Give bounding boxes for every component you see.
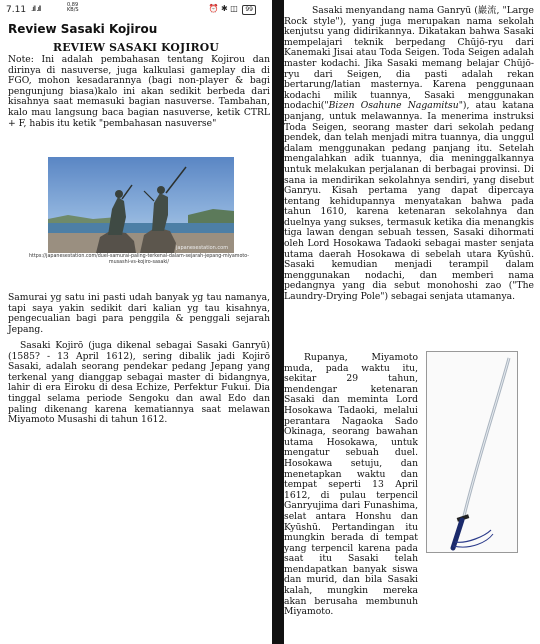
- review-heading: REVIEW SASAKI KOJIROU: [53, 41, 219, 54]
- status-bar: [0, 0, 272, 20]
- intro-note: Note: Ini adalah pembahasan tentang Kojirou dan dirinya di nasuverse, juga kalkulasi gameplay dia di FGO, mohon kesadarannya (bagi non-player & bagi pengunjung biasa)kalo ini akan sedikit berbeda dari kisahnya saat memasuki bagian nasuverse. Tambahan, kalo mau langsung baca bagian nasuverse, ketik CTRL + F, habis itu ketik "pembahasan nasuverse": [8, 54, 270, 129]
- status-time: 7.11: [6, 5, 27, 15]
- signal-icon: .ıll .ıll: [31, 5, 41, 13]
- paragraph-duel-setup: Rupanya, Miyamoto muda, pada waktu itu, sekitar 29 tahun, mendengar ketenaran Sasaki dan meminta Lord Hosokawa Tadaoki, melalui perantara Nagaoka Sado Okinaga, seorang bawahan utama Hosokawa, untuk mengatur sebuah duel. Hosokawa setuju, dan menetapkan waktu dan tempat seperti 13 April 1612, di pulau terpencil Ganryujima dari Funashima, selat antara Honshu dan Kyūshū. Pertandingan itu mungkin berada di tempat yang terpencil karena pada saat itu Sasaki telah mendapatkan banyak siswa dan murid, dan bila Sasaki kalah, mungkin mereka akan berusaha membunuh Miyamoto.: [284, 352, 418, 618]
- system-icons: [209, 4, 257, 15]
- paragraph-ganryu: [284, 6, 534, 303]
- musashi-kojiro-statue-image: [48, 157, 234, 253]
- network-speed-value: 0,89: [67, 2, 79, 8]
- sword-image-frame: [426, 351, 518, 553]
- photo-caption: https://japanesestation.com/duel-samurai-paling-terkenal-dalam-sejarah-jepang-miyamoto-musashi-vs-kojiro-sasaki/: [28, 254, 250, 265]
- page-divider: [272, 0, 284, 644]
- alarm-bluetooth-vibrate-icons: ⏰ ✱ ◫: [208, 4, 238, 13]
- sword-name: Bizen Osahune Nagamitsu: [328, 100, 459, 112]
- statue-photo: [48, 157, 234, 253]
- nodachi-sword-icon: [427, 352, 517, 552]
- photo-watermark: japanesestation.com: [176, 245, 229, 251]
- network-speed: [67, 3, 79, 13]
- paragraph-biography: Sasaki Kojirō (juga dikenal sebagai Sasaki Ganryū) (1585? - 13 April 1612), sering dibalik jadi Kojirō Sasaki, adalah seorang pendekar pedang Jepang yang terkenal yang dianggap sebagai master di bidangnya, lahir di era Eiroku di desa Echize, Perfektur Fukui. Dia tinggal selama periode Sengoku dan awal Edo dan paling dikenang karena kematiannya saat melawan Miyamoto Musashi di tahun 1612.: [8, 340, 270, 426]
- paragraph-ganryu-part-b: "), atau katana panjang, untuk melawannya. Ia menerima instruksi Toda Seigen, seorang master dari sekolah pedang pendek, dan telah menjadi mitra tuannya, dia unggul dalam menggunakan pedang panjang itu. Setelah mengalahkan adik tuannya, dia meninggalkannya untuk melakukan perjalanan di berbagai provinsi. Di sana ia mendirikan sekolahnya sendiri, yang disebut Ganryu. Kisah pertama yang dapat dipercaya tentang kehidupannya menyatakan bahwa pada tahun 1610, karena ketenaran sekolahnya dan duelnya yang sukses, termasuk ketika dia menangkis tiga lawan dengan sebuah tessen, Sasaki dihormati oleh Lord Hosokawa Tadaoki sebagai master senjata utama daerah Hosokawa di sebelah utara Kyūshū. Sasaki kemudian menjadi terampil dalam menggunakan nodachi, dan memberi nama pedangnya yang dia sebut monohoshi zao ("The Laundry-Drying Pole") sebagai senjata utamanya.: [284, 100, 534, 303]
- paragraph-intro: Samurai yg satu ini pasti udah banyak yg tau namanya, tapi saya yakin sedikit dari kalian yg tau kisahnya, pengecualian bagi para penggila & penggali sejarah Jepang.: [8, 292, 270, 335]
- document-title: Review Sasaki Kojirou: [8, 22, 158, 36]
- statue-figure: [28, 157, 250, 290]
- paragraph-ganryu-part-a: Sasaki menyandang nama Ganryū (巖流, "Large Rock style"), yang juga merupakan nama sekolah kenjutsu yang didirikannya. Dikatakan bahwa Sasaki mempelajari teknik berpedang Chūjō-ryu dari Kanemaki Jisai atau Toda Seigen. Toda Seigen adalah master kodachi. Jika Sasaki memang belajar Chūjō-ryu dari Seigen, dia pasti adalah rekan bertarung/latian masternya. Karena penggunaan kodachi milik tuannya, Sasaki menggunakan nodachi(": [284, 5, 534, 112]
- network-speed-unit: KB/S: [67, 7, 79, 13]
- battery-icon: 99: [242, 5, 256, 15]
- right-page: [284, 0, 540, 644]
